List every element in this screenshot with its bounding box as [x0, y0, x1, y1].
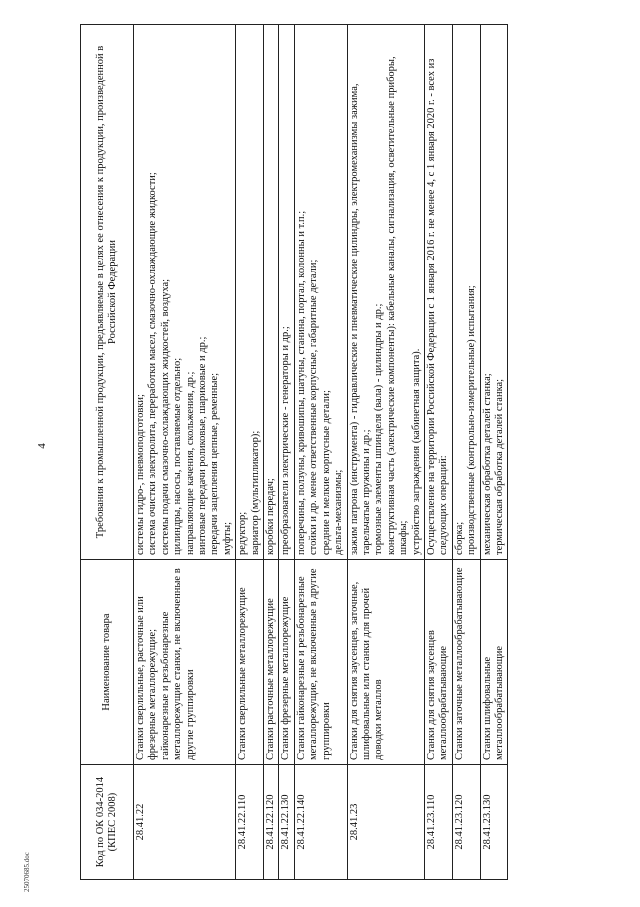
product-name-cell: Станки расточные металлорежущие — [264, 560, 279, 765]
requirement-line: поперечины, ползуны, кривошипы, шатуны, станина, портал, колонны и т.п.; — [295, 210, 307, 555]
product-name-cell: Станки заточные металлообрабатывающие — [452, 560, 480, 765]
table-header-cell: Требования к промышленной продукции, предъявляемые в целях ее отнесения к продукции, произведенной в Российской Федерации — [81, 25, 134, 560]
requirement-line: направляющие качения, скольжения, др.; — [184, 371, 196, 555]
requirement-line: системы подачи смазочно-охлаждающих жидкостей, воздуха; — [159, 278, 171, 555]
table-row — [236, 25, 264, 880]
product-name-cell: Станки для снятия заусенцев металлообрабатывающие — [424, 560, 452, 765]
requirement-line: средние и мелкие корпусные детали; — [320, 390, 332, 555]
requirement-line: передачи зацепления цепные, ременные; — [209, 372, 221, 555]
requirements-cell — [294, 25, 347, 560]
product-name-cell: Станки сверлильные, расточные или фрезерные металлорежущие; гайконарезные и резьбонарезные металлорежущие станки, не включенные в другие группировки — [134, 560, 236, 765]
table-header-cell: Код по ОК 034-2014 (КПЕС 2008) — [81, 765, 134, 880]
table-row — [347, 25, 424, 880]
requirement-line: термическая обработка деталей станка; — [493, 378, 505, 555]
page-number: 4 — [36, 443, 48, 449]
product-name-cell: Станки гайконарезные и резьбонарезные металлорежущие, не включенные в другие группировки — [294, 560, 347, 765]
okpd-code-cell: 28.41.22.140 — [294, 765, 347, 880]
requirement-line: сборка; — [453, 521, 465, 555]
requirements-cell — [279, 25, 294, 560]
requirements-cell — [480, 25, 508, 560]
requirement-line: вариатор (мультипликатор); — [249, 430, 261, 555]
requirement-line: устройство заграждения (кабинетная защита). — [410, 348, 422, 555]
requirement-line: механическая обработка деталей станка; — [481, 373, 493, 555]
table-row — [424, 25, 452, 880]
requirement-line: стойки и др. менее ответственные корпусные, габаритные детали; — [308, 259, 320, 555]
requirements-cell — [264, 25, 279, 560]
requirement-line: коробки передач; — [265, 478, 277, 555]
requirements-table — [80, 24, 508, 880]
table-header-row — [81, 25, 134, 880]
table-row — [279, 25, 294, 880]
okpd-code-cell: 28.41.22.110 — [236, 765, 264, 880]
rotated-table-container — [80, 25, 600, 880]
requirement-line: конструктивная часть (электрические компоненты): кабельные каналы, сигнализация, осветительные приборы, шкафы; — [385, 56, 410, 555]
okpd-code-cell: 28.41.23 — [347, 765, 424, 880]
requirement-line: Осуществление на территории Российской Федерации с 1 января 2016 г. не менее 4, с 1 января 2020 г. - всех из следующих операций: — [425, 58, 450, 555]
requirement-line: винтовые передачи роликовые, шариковые и др.; — [197, 336, 209, 555]
okpd-code-cell: 28.41.23.120 — [452, 765, 480, 880]
okpd-code-cell: 28.41.23.130 — [480, 765, 508, 880]
requirement-line: редуктор; — [237, 511, 249, 555]
document-id: 25070685.doc — [23, 852, 31, 892]
requirement-line: производственные (контрольно-измерительные) испытания; — [466, 285, 478, 555]
product-name-cell: Станки сверлильные металлорежущие — [236, 560, 264, 765]
requirement-line: система очистки электролита, переработки масел, смазочно-охлаждающие жидкости; — [147, 172, 159, 555]
okpd-code-cell: 28.41.23.110 — [424, 765, 452, 880]
requirement-line: цилиндры, насосы, поставляемые отдельно; — [172, 357, 184, 555]
product-name-cell: Станки для снятия заусенцев, заточные, шлифовальные или станки для прочей доводки металлов — [347, 560, 424, 765]
table-row — [452, 25, 480, 880]
table-row — [264, 25, 279, 880]
requirement-line: зажим патрона (инструмента) - гидравлические и пневматические цилиндры, электромеханизмы зажима, тарельчатые пружины и др.; — [348, 83, 372, 555]
requirements-cell — [424, 25, 452, 560]
requirement-line: системы гидро-, пневмоподготовки; — [135, 394, 146, 555]
requirements-cell — [134, 25, 236, 560]
okpd-code-cell: 28.41.22.130 — [279, 765, 294, 880]
table-header-cell: Наименование товара — [81, 560, 134, 765]
okpd-code-cell: 28.41.22.120 — [264, 765, 279, 880]
requirements-cell — [347, 25, 424, 560]
product-name-cell: Станки шлифовальные металлообрабатывающие — [480, 560, 508, 765]
table-row — [294, 25, 347, 880]
requirements-cell — [452, 25, 480, 560]
okpd-code-cell: 28.41.22 — [134, 765, 236, 880]
requirement-line: муфты; — [221, 522, 233, 555]
table-row — [480, 25, 508, 880]
requirement-line: дельта-механизмы; — [333, 469, 345, 555]
product-name-cell: Станки фрезерные металлорежущие — [279, 560, 294, 765]
requirements-cell — [236, 25, 264, 560]
table-row — [134, 25, 236, 880]
requirement-line: преобразователи электрические - генераторы и др.; — [280, 326, 292, 555]
requirement-line: тормозные элементы шпинделя (вала) - цилиндры и др.; — [373, 303, 385, 555]
